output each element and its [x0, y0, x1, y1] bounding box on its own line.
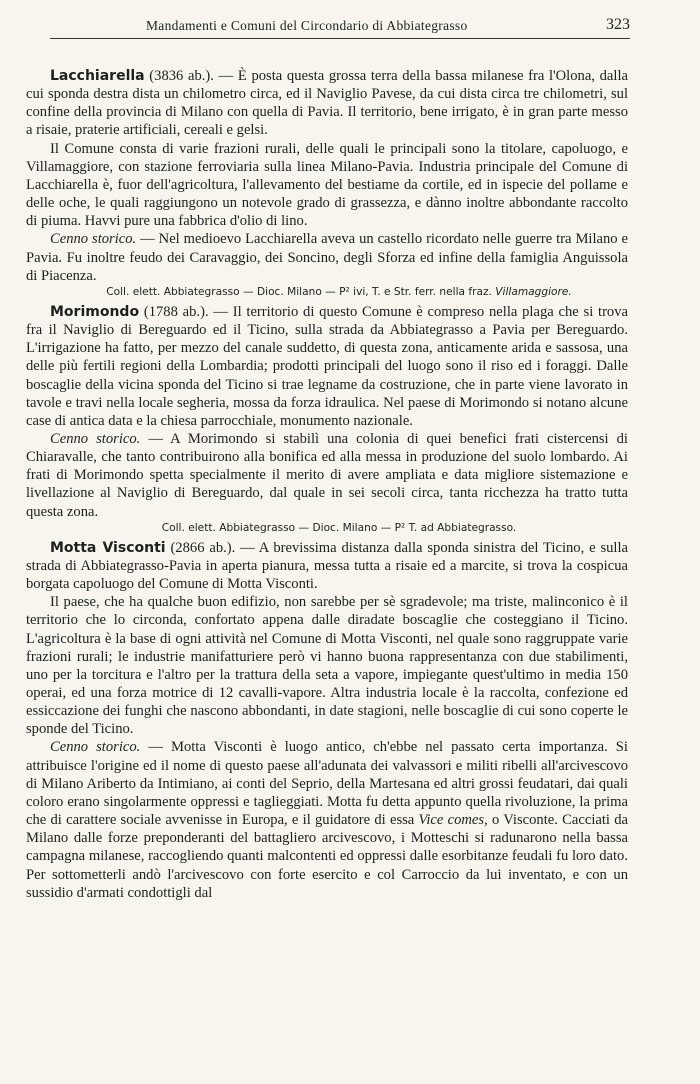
lacchiarella-coll-text: Coll. elett. Abbiategrasso — Dioc. Milano — P² ivi, T. e Str. ferr. nella fraz.	[106, 285, 496, 298]
lacchiarella-intro	[26, 67, 628, 140]
place-name-lacchiarella: Lacchiarella	[50, 68, 145, 84]
lacchiarella-admin-note	[26, 285, 628, 300]
page-header	[50, 10, 630, 39]
lacchiarella-history-text: — Nel medioevo Lacchiarella aveva un castello ricordato nelle guerre tra Milano e Pavia. Fu inoltre feudo dei Caravaggio, dei Soncino, degli Sforza ed infine della famiglia Anguissola di Piacenza.	[26, 231, 628, 284]
motta-history	[26, 738, 628, 901]
lacchiarella-paragraph: Il Comune consta di varie frazioni rurali, delle quali le principali sono la titolare, capoluogo, e Villamaggiore, con stazione ferroviaria sulla linea Milano-Pavia. Industria principale del Comune di Lacchiarella è, fuor dell'agricoltura, l'allevamento del bestiame da cortile, ed in ispecie del pollame e delle oche, le quali raggiungono un notevole grado di grassezza, e dànno inoltre abbondante raccolto di piuma. Havvi pure una fabbrica d'olio di lino.	[26, 140, 628, 230]
morimondo-history	[26, 430, 628, 521]
motta-paragraph: Il paese, che ha qualche buon edifizio, non sarebbe per sè sgradevole; ma triste, malinconico è il territorio che lo circonda, confortato appena dalle diradate boscaglie che costeggiano il Ticino. L'agricoltura è la base di ogni attività nel Comune di Motta Visconti, nel quale sono raggruppate varie frazioni rurali; le industrie manifatturiere però vi hanno buona rappresentanza con due stabilimenti, uno per la torcitura e l'altro per la trattura della seta a vapore, impiegante quest'ultimo in media 150 operai, ed una forza motrice di 12 cavalli-vapore. Altra industria locale è la raccolta, confezione ed essiccazione dei funghi che nascono abbondanti, in date stagioni, nelle boscaglie di cui sono coperte le sponde del Ticino.	[26, 594, 628, 738]
history-label: Cenno storico.	[50, 231, 137, 248]
motta-intro-text: (2866 ab.). — A brevissima distanza dalla sponda sinistra del Ticino, e sulla strada di Abbiategrasso-Pavia in aperta pianura, messa tutta a risaie ed a marcite, si trova la cospicua borgata capoluogo del Comune di Motta Visconti.	[26, 539, 629, 593]
morimondo-intro-text: (1788 ab.). — Il territorio di questo Comune è compreso nella plaga che si trova fra il Naviglio di Bereguardo ed il Ticino, sulla strada da Abbiategrasso a Pavia per Bereguardo. L'irrigazione ha fatto, per mezzo del canale suddetto, di questa zona, anticamente arida e sassosa, una delle più fertili regioni della Lombardia; prodotti principali del luogo sono il riso ed i foraggi. Dalle boscaglie della vicina sponda del Ticino si trae legname da costruzione, che in parte viene lavorato in tavole e travi nella locale segheria, mossa da forza idraulica. Nel paese di Morimondo si notano alcune case di antica data e la chiesa parrocchiale, monumento nazionale.	[26, 303, 628, 429]
page-body	[26, 64, 628, 902]
lacchiarella-history	[26, 230, 628, 284]
history-label: Cenno storico.	[50, 430, 141, 447]
motta-history-text-2: , o Visconte. Cacciati da Milano dalle forze preponderanti del battagliero arcivescovo, i Motteschi si radunarono nella bassa campagna milanese, raccogliendo quanti malcontenti ed oppressi dalle esorbitanze feudali fu loro dato. Per sottometterli andò l'arcivescovo con forte esercito e col Carroccio da lui inventato, e con un sussidio d'armati condottigli dal	[26, 812, 628, 901]
morimondo-intro	[26, 303, 628, 430]
motta-intro	[26, 539, 628, 593]
morimondo-history-text: — A Morimondo si stabilì una colonia di quei benefici frati cistercensi di Chiaravalle, che tanto contribuirono alla bonifica ed alla messa in produzione del suolo lombardo. Ai frati di Morimondo spetta specialmente il merito di avere ampliata e data migliore sistemazione e livellazione al Naviglio di Bereguardo, dal quale in sei secoli circa, tanta ricchezza ha tratto tutta questa zona.	[26, 430, 628, 520]
page-number: 323	[606, 16, 630, 33]
place-name-morimondo: Morimondo	[50, 303, 140, 320]
place-name-motta-visconti: Motta Visconti	[50, 539, 166, 556]
motta-history-text-1: — Motta Visconti è luogo antico, ch'ebbe nel passato certa importanza. Si attribuisce l'origine ed il nome di questo paese all'adunata dei valvassori e militi ribelli all'arcivescovo di Milano Ariberto da Intimiano, ai conti del Seprio, della Martesana ed altri grossi feudatari, dai quali coloro erano singolarmente oppressi e taglieggiati. Motta fu detta appunto quella rivoluzione, la prima che di carattere sociale avvenisse in Europa, e il guidatore di essa	[26, 739, 628, 829]
motta-history-vice-comes: Vice comes	[418, 812, 485, 829]
morimondo-admin-note: Coll. elett. Abbiategrasso — Dioc. Milano — P² T. ad Abbiategrasso.	[161, 521, 517, 534]
lacchiarella-coll-fraz: Villamaggiore.	[495, 285, 572, 298]
lacchiarella-intro-text: (3836 ab.). — È posta questa grossa terra della bassa milanese fra l'Olona, dalla cui sponda destra dista un chilometro circa, ed il Naviglio Pavese, da cui dista circa tre chilometri, sul confine della provincia di Milano con quella di Pavia. Il territorio, bene irrigato, è in gran parte messo a risaie, praterie artificiali, cereali e gelsi.	[26, 68, 628, 139]
running-title: Mandamenti e Comuni del Circondario di Abbiategrasso	[146, 18, 468, 33]
history-label: Cenno storico.	[50, 739, 141, 756]
